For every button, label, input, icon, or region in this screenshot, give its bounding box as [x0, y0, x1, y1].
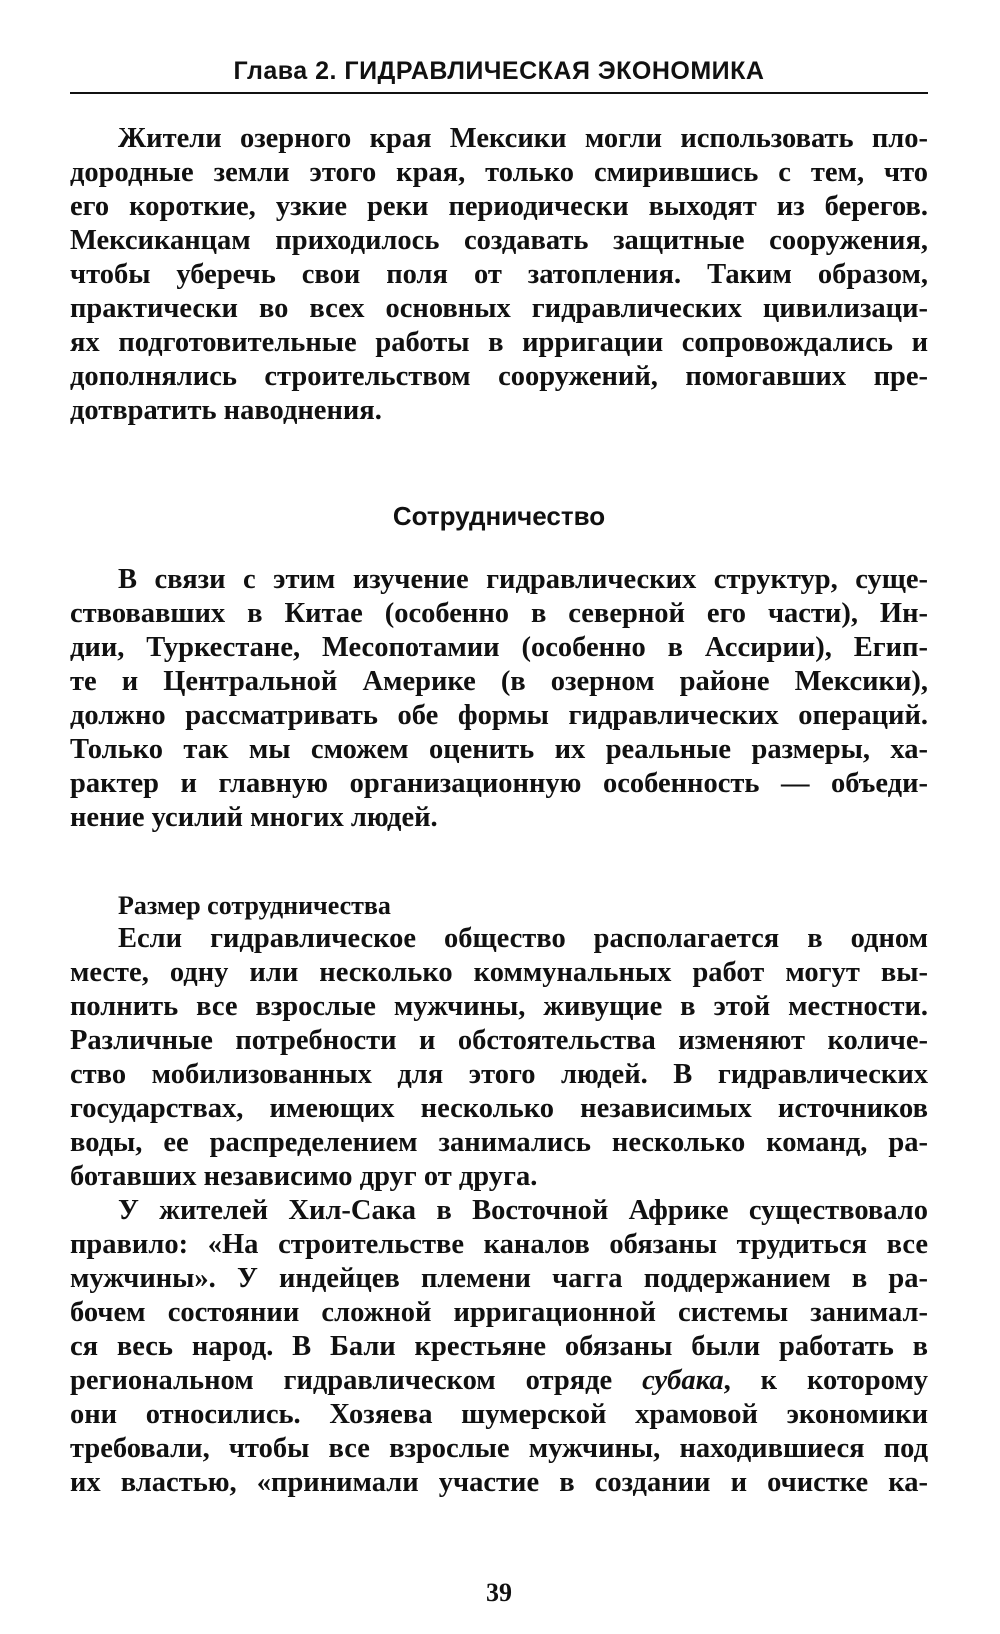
text-line: дии, Туркестане, Месопотамии (особенно в Ассирии), Егип- — [70, 632, 928, 663]
text-line: правило: «На строительстве каналов обязаны трудиться все — [70, 1229, 928, 1260]
text-line: бочем состоянии сложной ирригационной системы занимал- — [70, 1297, 928, 1328]
text-line: ствовавших в Китае (особенно в северной его части), Ин- — [70, 598, 928, 629]
text-line: те и Центральной Америке (в озерном районе Мексики), — [70, 666, 928, 697]
text-line: ство мобилизованных для этого людей. В гидравлических — [70, 1059, 928, 1090]
text-line: месте, одну или несколько коммунальных работ могут вы- — [70, 957, 928, 988]
text-line: требовали, чтобы все взрослые мужчины, находившиеся под — [70, 1433, 928, 1464]
text-line: нение усилий многих людей. — [70, 802, 438, 833]
page-number: 39 — [486, 1578, 512, 1607]
text-line: полнить все взрослые мужчины, живущие в этой местности. — [70, 991, 928, 1022]
text-line: ях подготовительные работы в ирригации сопровождались и — [70, 327, 928, 358]
text-line: Различные потребности и обстоятельства изменяют количе- — [70, 1025, 928, 1056]
text-line — [70, 1364, 928, 1398]
text-line: В связи с этим изучение гидравлических структур, суще- — [118, 564, 928, 595]
text-line: они относились. Хозяева шумерской храмовой экономики — [70, 1399, 928, 1430]
text-line: ся весь народ. В Бали крестьяне обязаны были работать в — [70, 1331, 928, 1362]
running-head: Глава 2. ГИДРАВЛИЧЕСКАЯ ЭКОНОМИКА — [233, 57, 765, 85]
header-rule — [70, 92, 928, 94]
text-line: Жители озерного края Мексики могли использовать пло- — [118, 123, 928, 154]
text-line: должно рассматривать обе формы гидравлических операций. — [70, 700, 928, 731]
text-line: мужчины». У индейцев племени чагга поддержанием в ра- — [70, 1263, 928, 1294]
italic-term: субака — [642, 1365, 724, 1396]
text-line: Мексиканцам приходилось создавать защитные сооружения, — [70, 225, 928, 256]
text-line: рактер и главную организационную особенность — объеди- — [70, 768, 928, 799]
paragraph-3 — [70, 922, 928, 1194]
section-heading: Сотрудничество — [392, 501, 606, 531]
text-line: дородные земли этого края, только смирившись с тем, что — [70, 157, 928, 188]
text-fragment: , к которому — [723, 1365, 928, 1396]
text-line: их властью, «принимали участие в создании и очистке ка- — [70, 1467, 928, 1498]
paragraph-2 — [70, 563, 928, 835]
text-line: воды, ее распределением занимались несколько команд, ра- — [70, 1127, 928, 1158]
text-line: государствах, имеющих несколько независимых источников — [70, 1093, 928, 1124]
text-line: чтобы уберечь свои поля от затопления. Таким образом, — [70, 259, 928, 290]
paragraph-4 — [70, 1194, 928, 1500]
text-line: дополнялись строительством сооружений, помогавших пре- — [70, 361, 928, 392]
paragraph-1 — [70, 122, 928, 428]
text-line: ботавших независимо друг от друга. — [70, 1161, 538, 1192]
text-line: дотвратить наводнения. — [70, 395, 382, 426]
subsection-heading: Размер сотрудничества — [118, 891, 391, 920]
text-line: Только так мы сможем оценить их реальные размеры, ха- — [70, 734, 928, 765]
text-line: практически во всех основных гидравлических цивилизаци- — [70, 293, 928, 324]
text-line: Если гидравлическое общество располагается в одном — [118, 923, 928, 954]
text-fragment: региональном гидравлическом отряде — [70, 1365, 643, 1396]
text-line: У жителей Хил-Сака в Восточной Африке существовало — [118, 1195, 928, 1226]
text-line: его короткие, узкие реки периодически выходят из берегов. — [70, 191, 928, 222]
